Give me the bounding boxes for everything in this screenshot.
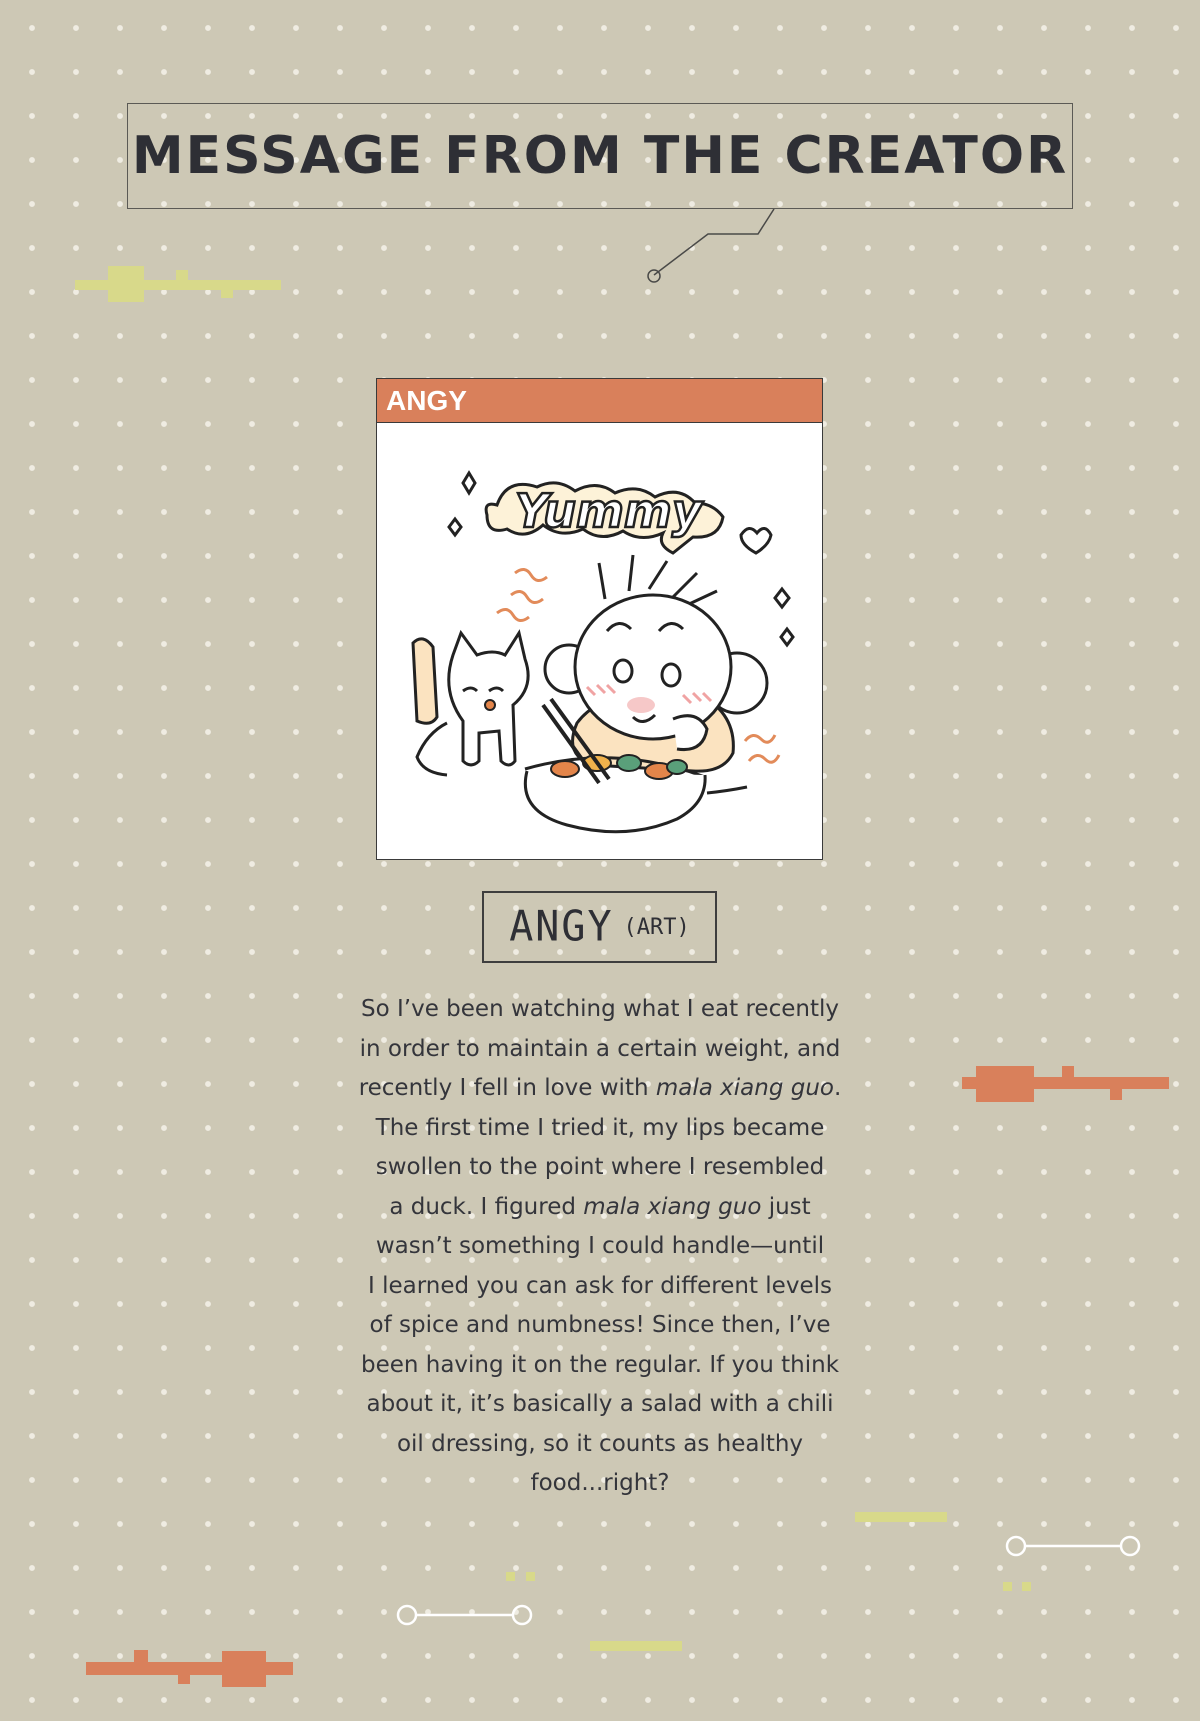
- message-text: swollen to the point where I resembled: [375, 1154, 825, 1180]
- message-text: wasn’t something I could handle—until: [375, 1233, 825, 1259]
- dish-name: mala xiang guo: [655, 1075, 834, 1101]
- character-eating-with-cat-icon: [377, 423, 821, 858]
- connector-line-bottom-icon: [398, 1606, 531, 1624]
- message-line: [330, 990, 870, 1030]
- yellow-dash-bottom-icon: [590, 1641, 682, 1651]
- message-text: The first time I tried it, my lips became: [375, 1114, 825, 1141]
- message-line: [330, 1346, 870, 1386]
- message-line: [330, 1267, 870, 1307]
- message-line: [330, 1148, 870, 1188]
- message-text: of spice and numbness! Since then, I’ve: [369, 1312, 831, 1338]
- title-box: [127, 103, 1073, 209]
- message-line: [330, 1188, 870, 1228]
- creator-name: ANGY: [509, 902, 614, 952]
- message-text: just: [761, 1193, 811, 1220]
- yellow-square-icon: [506, 1572, 515, 1581]
- message-line: [330, 1385, 870, 1425]
- message-line: [330, 1109, 870, 1149]
- message-text: food...right?: [530, 1470, 670, 1496]
- yellow-square-icon: [1022, 1582, 1031, 1591]
- message-text: a duck. I figured: [389, 1193, 584, 1220]
- message-line: [330, 1425, 870, 1465]
- message-text: recently I fell in love with: [358, 1075, 656, 1101]
- art-card-header-label: ANGY: [386, 384, 467, 416]
- callout-pointer-icon: [640, 209, 780, 289]
- message-text: in order to maintain a certain weight, and: [359, 1035, 841, 1062]
- art-card-header: [377, 379, 822, 423]
- creator-role: (ART): [623, 914, 690, 940]
- page-title: MESSAGE FROM THE CREATOR: [131, 126, 1069, 186]
- message-text: I learned you can ask for different levels: [368, 1272, 832, 1299]
- message-text: So I’ve been watching what I eat recently: [361, 996, 839, 1022]
- dish-name: mala xiang guo: [583, 1193, 762, 1220]
- message-text: about it, it’s basically a salad with a chili: [366, 1391, 834, 1417]
- svg-text:Yummy: Yummy: [515, 484, 702, 538]
- message-line: [330, 1069, 870, 1109]
- orange-pixel-bar-bottom-icon: [86, 1650, 293, 1687]
- yellow-pixel-bar-icon: [75, 266, 281, 302]
- yellow-square-icon: [1003, 1582, 1012, 1591]
- connector-line-icon: [1007, 1537, 1139, 1555]
- yellow-dash-icon: [855, 1512, 947, 1522]
- art-card: [376, 378, 823, 860]
- message-text: .: [834, 1075, 842, 1101]
- creator-message: [330, 990, 870, 1504]
- message-text: been having it on the regular. If you think: [360, 1351, 840, 1378]
- creator-credit-box: [482, 891, 717, 963]
- message-line: [330, 1464, 870, 1504]
- message-line: [330, 1227, 870, 1267]
- yellow-square-icon: [526, 1572, 535, 1581]
- orange-pixel-bar-icon: [962, 1066, 1169, 1102]
- message-line: [330, 1030, 870, 1070]
- message-text: oil dressing, so it counts as healthy: [396, 1430, 804, 1457]
- yummy-lettering-icon: [486, 483, 771, 553]
- message-line: [330, 1306, 870, 1346]
